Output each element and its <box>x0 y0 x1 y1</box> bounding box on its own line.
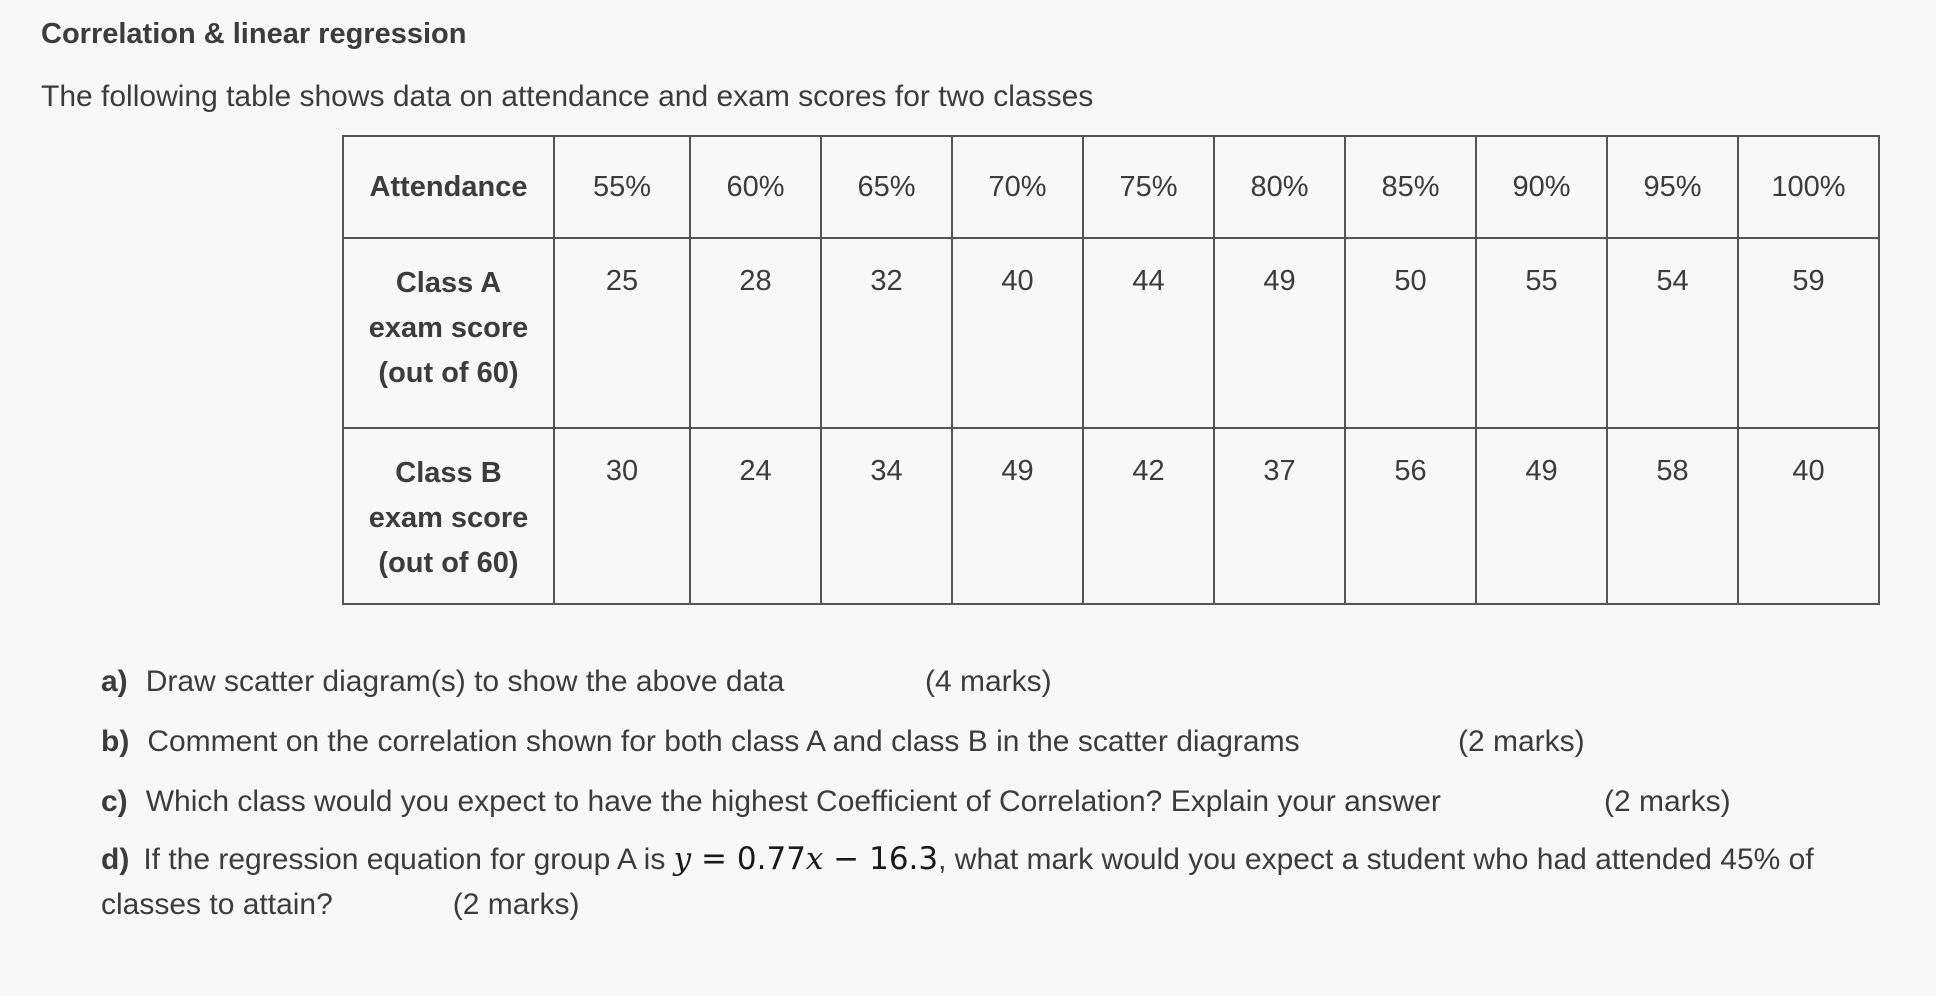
attendance-row <box>343 136 1879 238</box>
question-a <box>101 665 1901 725</box>
equation-x: x <box>805 841 824 877</box>
class-b-score: 42 <box>1083 428 1214 604</box>
question-label: c) <box>101 785 128 818</box>
attendance-cell: 95% <box>1607 136 1738 238</box>
class-a-header-line: Class A <box>395 267 502 299</box>
class-a-header-line: (out of 60) <box>378 357 519 389</box>
class-a-score: 54 <box>1607 238 1738 428</box>
data-table <box>342 135 1880 605</box>
attendance-cell: 85% <box>1345 136 1476 238</box>
question-label: a) <box>101 665 128 698</box>
class-a-score: 28 <box>690 238 821 428</box>
equation-y: y <box>673 841 692 877</box>
class-b-score: 49 <box>952 428 1083 604</box>
question-text: If the regression equation for group A is <box>143 843 666 876</box>
class-b-score: 49 <box>1476 428 1607 604</box>
regression-equation <box>674 841 938 877</box>
class-b-score: 24 <box>690 428 821 604</box>
page-title: Correlation & linear regression <box>41 18 467 50</box>
attendance-header: Attendance <box>343 136 554 238</box>
equation-equals: = <box>701 841 728 877</box>
equation-coef: 0.77 <box>736 841 806 877</box>
class-b-score: 40 <box>1738 428 1879 604</box>
class-b-score: 37 <box>1214 428 1345 604</box>
attendance-cell: 60% <box>690 136 821 238</box>
class-a-score: 25 <box>554 238 690 428</box>
question-d <box>101 837 1881 927</box>
intro-text: The following table shows data on attendance and exam scores for two classes <box>41 80 1094 113</box>
question-text: Comment on the correlation shown for both class A and class B in the scatter diagrams <box>147 725 1300 758</box>
class-a-score: 50 <box>1345 238 1476 428</box>
question-label: d) <box>101 843 130 876</box>
question-text-after: , what mark would you expect a student who had attended 45% of classes to attain? <box>101 843 1814 921</box>
attendance-cell: 80% <box>1214 136 1345 238</box>
class-a-header <box>343 238 554 428</box>
question-marks: (2 marks) <box>452 888 580 921</box>
attendance-cell: 65% <box>821 136 952 238</box>
attendance-cell: 70% <box>952 136 1083 238</box>
question-marks: (2 marks) <box>1458 725 1585 758</box>
attendance-cell: 100% <box>1738 136 1879 238</box>
class-a-score: 49 <box>1214 238 1345 428</box>
class-b-header-line: (out of 60) <box>378 547 519 579</box>
class-a-score: 55 <box>1476 238 1607 428</box>
equation-rest: − 16.3 <box>833 841 939 877</box>
class-b-score: 30 <box>554 428 690 604</box>
question-text: Draw scatter diagram(s) to show the above data <box>145 665 785 698</box>
question-marks: (2 marks) <box>1604 785 1731 818</box>
attendance-cell: 90% <box>1476 136 1607 238</box>
attendance-cell: 55% <box>554 136 690 238</box>
question-list <box>101 665 1901 927</box>
class-a-score: 32 <box>821 238 952 428</box>
class-a-row <box>343 238 1879 428</box>
question-b <box>101 725 1901 785</box>
question-label: b) <box>101 725 130 758</box>
class-b-score: 56 <box>1345 428 1476 604</box>
class-b-row <box>343 428 1879 604</box>
question-text: Which class would you expect to have the highest Coefficient of Correlation? Explain your answer <box>145 785 1441 818</box>
attendance-cell: 75% <box>1083 136 1214 238</box>
question-c <box>101 785 1901 845</box>
class-a-score: 59 <box>1738 238 1879 428</box>
class-b-score: 34 <box>821 428 952 604</box>
class-b-header-line: exam score <box>368 502 529 534</box>
class-a-score: 44 <box>1083 238 1214 428</box>
class-b-header-line: Class B <box>395 457 502 489</box>
class-b-header <box>343 428 554 604</box>
class-a-header-line: exam score <box>368 312 529 344</box>
class-b-score: 58 <box>1607 428 1738 604</box>
question-marks: (4 marks) <box>925 665 1052 698</box>
class-a-score: 40 <box>952 238 1083 428</box>
